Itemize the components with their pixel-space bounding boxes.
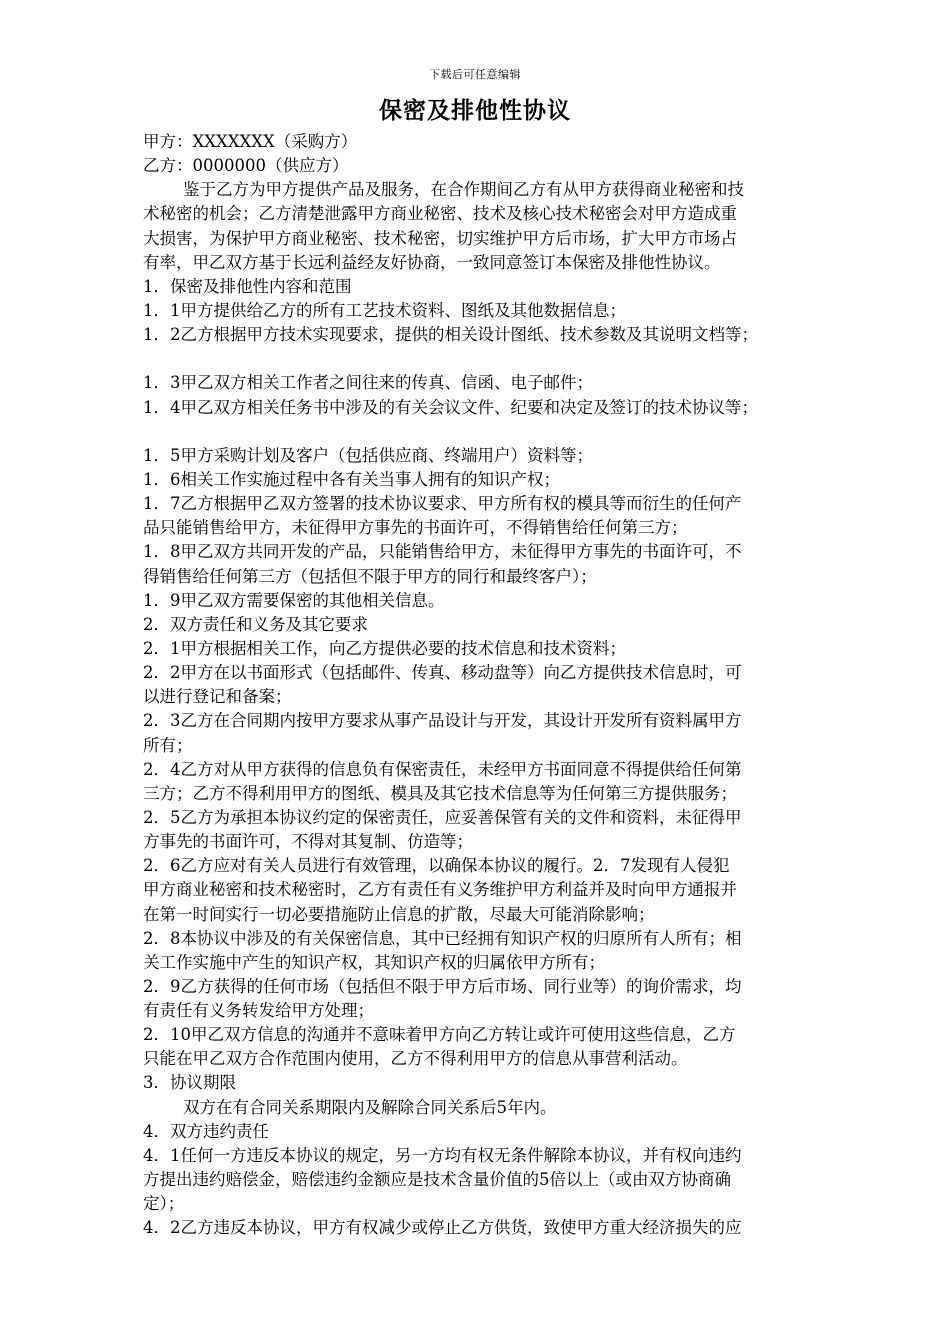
text-line: 关工作实施中产生的知识产权，其知识产权的归属依甲方所有； — [143, 952, 605, 972]
text-line: 1．8甲乙双方共同开发的产品，只能销售给甲方，未征得甲方事先的书面许可，不 — [143, 542, 742, 562]
text-line: 以进行登记和备案； — [143, 687, 292, 707]
text-line: 2．4乙方对从甲方获得的信息负有保密责任，未经甲方书面同意不得提供给任何第 — [143, 759, 742, 779]
header-note: 下载后可任意编辑 — [429, 68, 521, 81]
text-line: 2．6乙方应对有关人员进行有效管理，以确保本协议的履行。2．7发现有人侵犯 — [143, 856, 730, 876]
text-line: 术秘密的机会；乙方清楚泄露甲方商业秘密、技术及核心技术秘密会对甲方造成重 — [143, 204, 737, 224]
document-body — [143, 130, 850, 1240]
text-line: 1．1甲方提供给乙方的所有工艺技术资料、图纸及其他数据信息； — [143, 300, 626, 320]
text-line: 只能在甲乙双方合作范围内使用，乙方不得利用甲方的信息从事营利活动。 — [143, 1049, 688, 1069]
text-line: 鉴于乙方为甲方提供产品及服务，在合作期间乙方有从甲方获得商业秘密和技 — [183, 180, 744, 200]
text-line: 双方在有合同关系期限内及解除合同关系后5年内。 — [183, 1097, 557, 1117]
text-line: 甲方：XXXXXXX（采购方） — [143, 132, 358, 151]
text-line: 所有； — [143, 735, 193, 755]
text-line: 1．2乙方根据甲方技术实现要求，提供的相关设计图纸、技术参数及其说明文档等； — [143, 325, 758, 345]
blank-line — [143, 347, 850, 371]
text-line: 2．9乙方获得的任何市场（包括但不限于甲方后市场、同行业等）的询价需求，均 — [143, 976, 742, 996]
text-line: 2．3乙方在合同期内按甲方要求从事产品设计与开发，其设计开发所有资料属甲方 — [143, 711, 742, 731]
text-line: 2．8本协议中涉及的有关保密信息，其中已经拥有知识产权的归原所有人所有；相 — [143, 928, 742, 948]
text-line: 有率，甲乙双方基于长远利益经友好协商，一致同意签订本保密及排他性协议。 — [143, 252, 721, 272]
text-line: 在第一时间实行一切必要措施防止信息的扩散，尽最大可能消除影响； — [143, 904, 655, 924]
text-line: 方事先的书面许可，不得对其复制、仿造等； — [143, 832, 473, 852]
text-line: 2．2甲方在以书面形式（包括邮件、传真、移动盘等）向乙方提供技术信息时，可 — [143, 663, 742, 683]
text-line: 1．3甲乙双方相关工作者之间往来的传真、信函、电子邮件； — [143, 373, 593, 393]
text-line: 定）； — [143, 1194, 185, 1214]
text-line: 2．双方责任和义务及其它要求 — [143, 614, 368, 634]
text-line: 4．双方违约责任 — [143, 1121, 269, 1141]
text-line: 品只能销售给甲方，未征得甲方事先的书面许可，不得销售给任何第三方； — [143, 518, 688, 538]
text-line: 2．1甲方根据相关工作，向乙方提供必要的技术信息和技术资料； — [143, 638, 626, 658]
text-line: 4．2乙方违反本协议，甲方有权减少或停止乙方供货，致使甲方重大经济损失的应 — [143, 1218, 742, 1238]
text-line: 三方；乙方不得利用甲方的图纸、模具及其它技术信息等为任何第三方提供服务； — [143, 783, 737, 803]
document-title: 保密及排他性协议 — [379, 98, 571, 124]
text-line: 1．4甲乙双方相关任务书中涉及的有关会议文件、纪要和决定及签订的技术协议等； — [143, 397, 758, 417]
text-line: 甲方商业秘密和技术秘密时，乙方有责任有义务维护甲方利益并及时向甲方通报并 — [143, 880, 737, 900]
text-line: 乙方：0000000（供应方） — [143, 156, 349, 176]
blank-line — [143, 420, 850, 444]
text-line: 2．5乙方为承担本协议约定的保密责任，应妥善保管有关的文件和资料，未征得甲 — [143, 807, 742, 827]
text-line: 大损害，为保护甲方商业秘密、技术秘密，切实维护甲方后市场，扩大甲方市场占 — [143, 228, 737, 248]
text-line: 1．6相关工作实施过程中各有关当事人拥有的知识产权； — [143, 469, 560, 489]
text-line: 1．7乙方根据甲乙双方签署的技术协议要求、甲方所有权的模具等而衍生的任何产 — [143, 494, 742, 514]
text-line: 2．10甲乙双方信息的沟通并不意味着甲方向乙方转让或许可使用这些信息，乙方 — [143, 1025, 736, 1045]
text-line: 得销售给任何第三方（包括但不限于甲方的同行和最终客户）； — [143, 566, 597, 586]
text-line: 方提出违约赔偿金，赔偿违约金额应是技术含量价值的5倍以上（或由双方协商确 — [143, 1170, 731, 1190]
text-line: 1．5甲方采购计划及客户（包括供应商、终端用户）资料等； — [143, 445, 593, 465]
text-line: 有责任有义务转发给甲方处理； — [143, 1001, 374, 1021]
text-line: 1．9甲乙双方需要保密的其他相关信息。 — [143, 590, 445, 610]
text-line: 3．协议期限 — [143, 1073, 236, 1093]
text-line: 4．1任何一方违反本协议的规定，另一方均有权无条件解除本协议，并有权向违约 — [143, 1145, 742, 1165]
text-line: 1．保密及排他性内容和范围 — [143, 276, 352, 296]
